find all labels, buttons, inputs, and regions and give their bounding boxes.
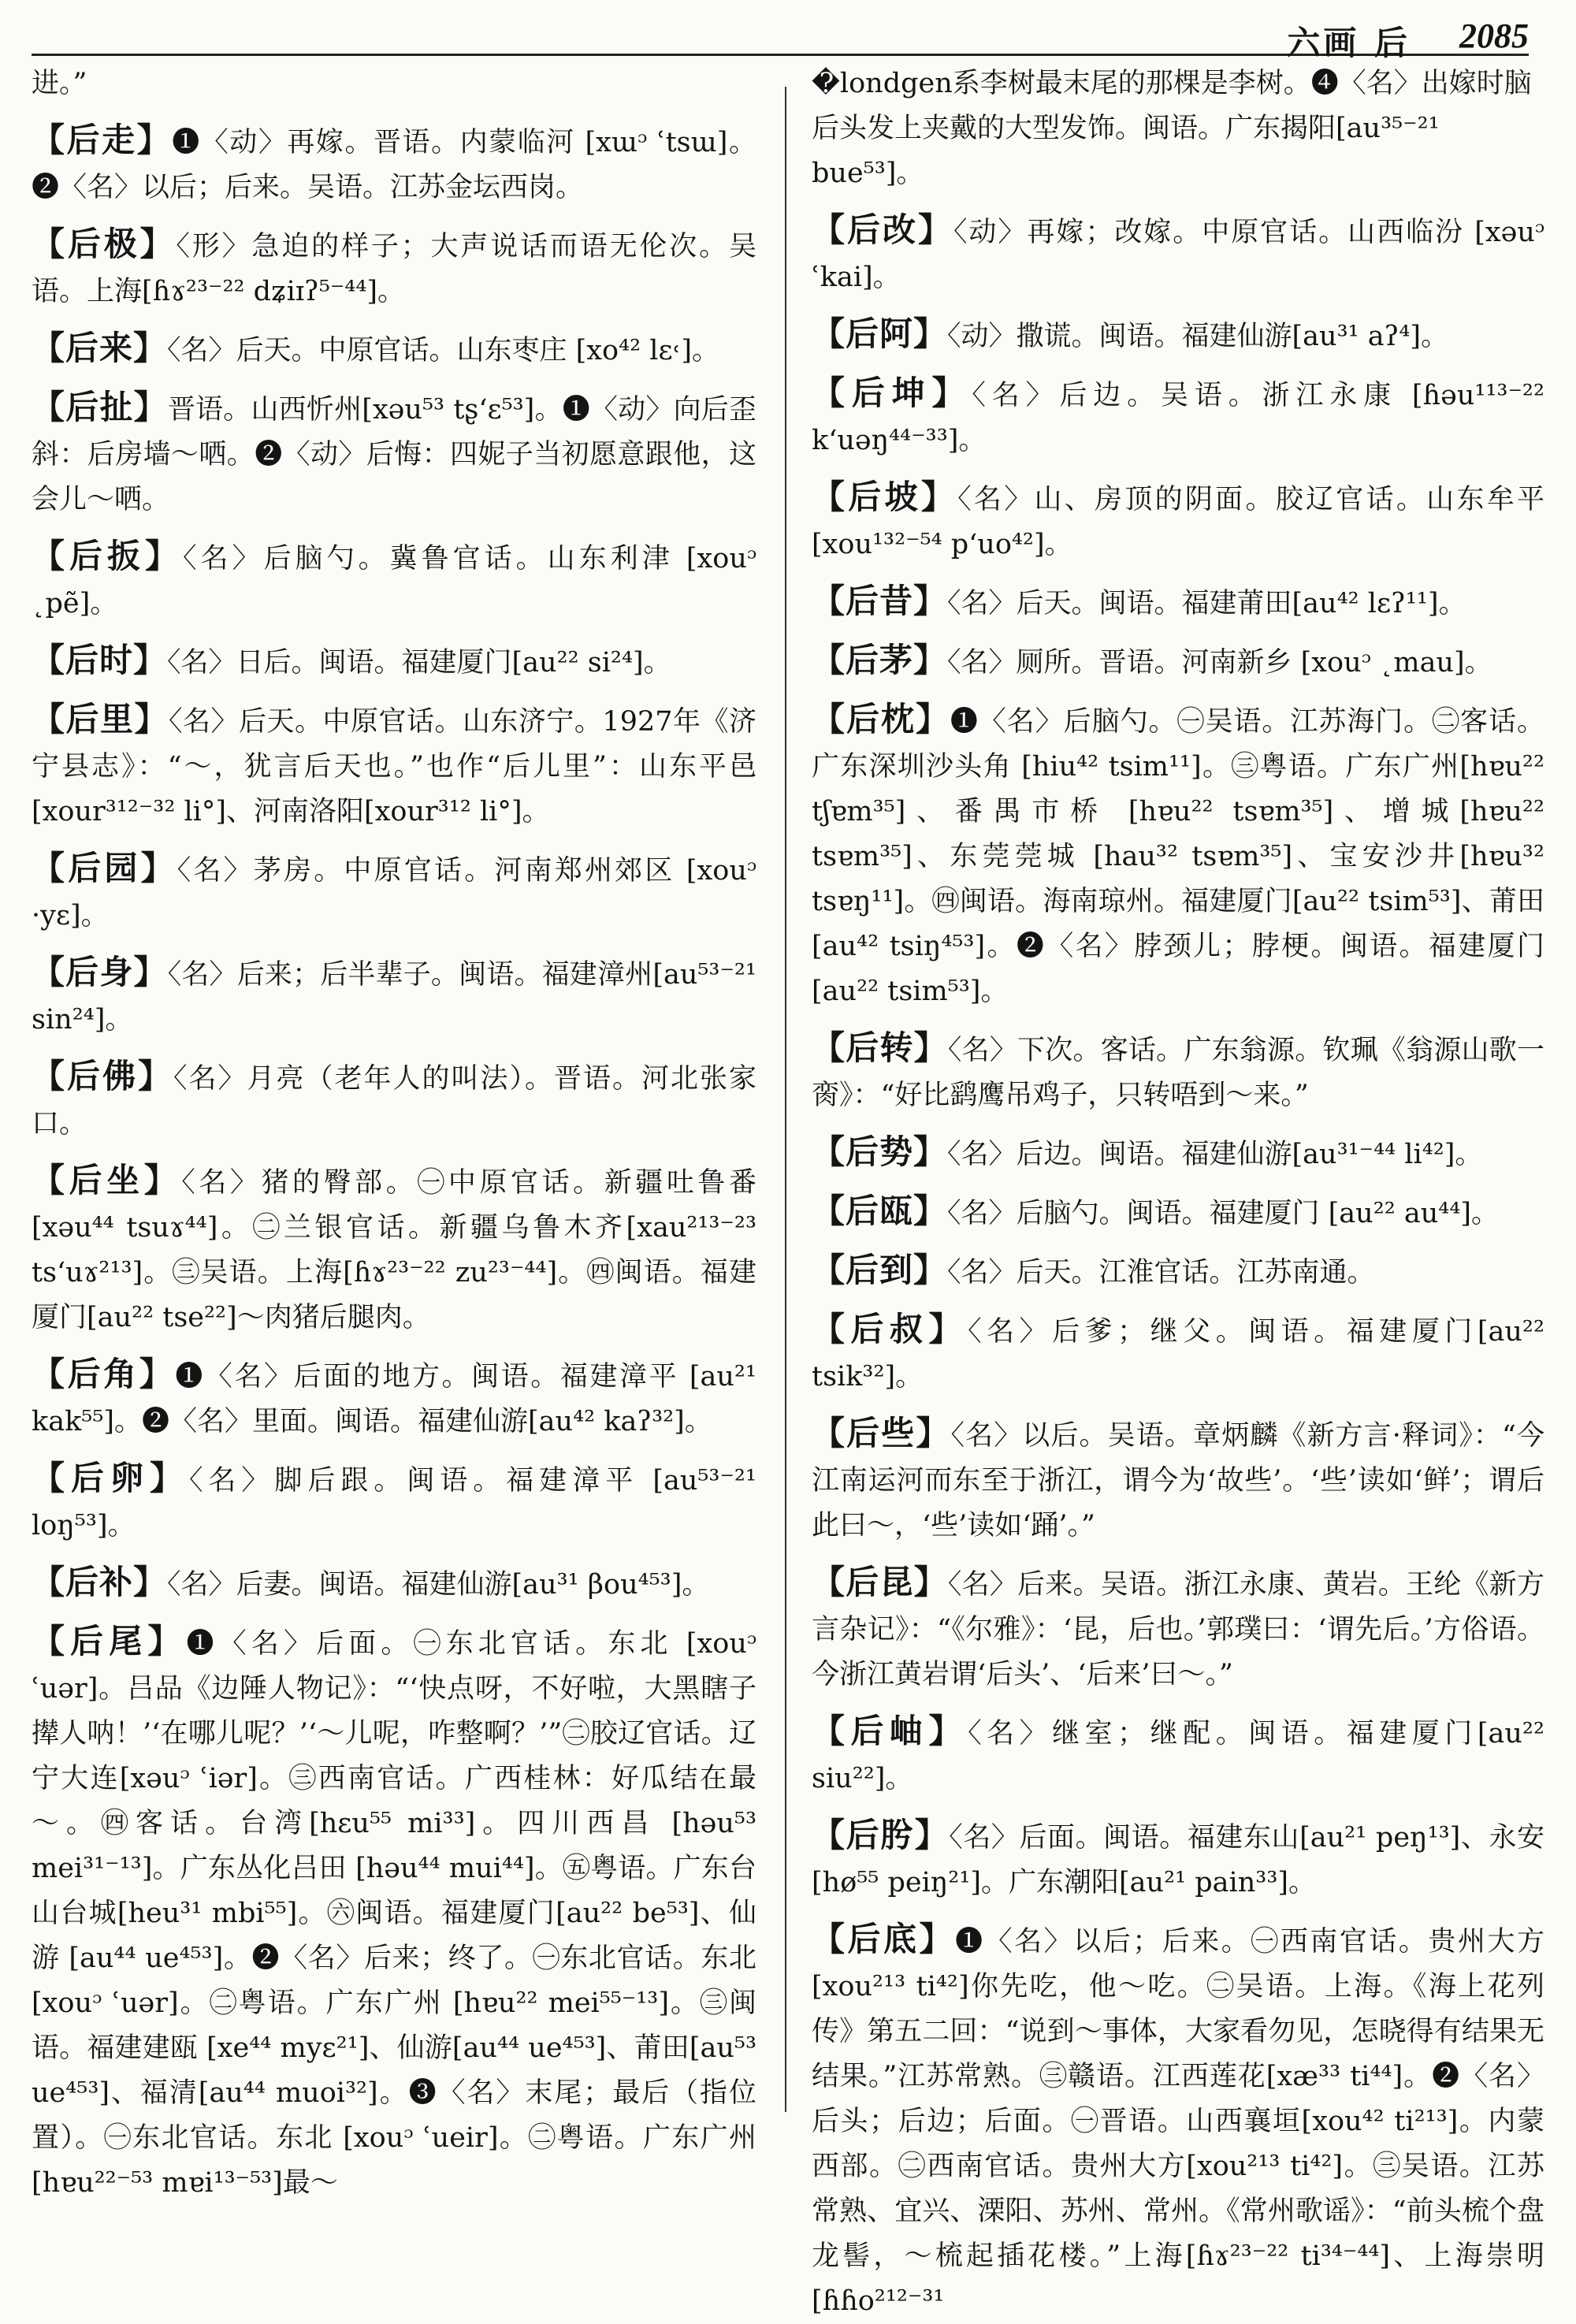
entry-definition: 〈名〉月亮（老年人的叫法）。晋语。河北张家口。 [32,1063,756,1140]
entry-headword: 【后改】 [812,210,953,249]
entry-headword: 【后里】 [32,700,169,738]
entry-definition: 〈动〉撒谎。闽语。福建仙游[au³¹ aʔ⁴]。 [947,321,1449,352]
entry-definition: 〈名〉后面。闽语。福建东山[au²¹ peŋ¹³]、永安 [hø⁵⁵ peiŋ²¹]。广东潮阳[au²¹ pain³³]。 [812,1822,1544,1898]
entry-definition: 〈名〉日后。闽语。福建厦门[au²² si²⁴]。 [167,647,671,679]
entry-definition: ❶〈动〉再嫁。晋语。内蒙临河 [xɯᵓ ʿtsɯ]。❷〈名〉以后；后来。吴语。江苏金坛西岗。 [32,127,756,203]
section-title: 六画 后 [1287,24,1411,62]
entry-headword: 【后补】 [32,1563,168,1601]
entry-definition: 〈名〉后来；后半辈子。闽语。福建漳州[au⁵³⁻²¹ sin²⁴]。 [32,959,756,1036]
dictionary-entry [812,1560,1544,1697]
dictionary-entry [812,1709,1544,1802]
right-entries [812,207,1544,2324]
entry-headword: 【后昆】 [812,1563,948,1601]
entry-definition: 晋语。山西忻州[xəu⁵³ tʂʻɛ⁵³]。❶〈动〉向后歪斜：后房墙～哂。❷〈动〉后悔：四妮子当初愿意跟他，这会儿～哂。 [32,394,756,515]
dictionary-entry [32,697,756,835]
left-entries [32,117,756,2206]
dictionary-entry [32,325,756,374]
entry-headword: 【后走】 [32,121,173,159]
entry-definition: ❶〈名〉以后；后来。㊀西南官话。贵州大方[xou²¹³ ti⁴²]你先吃，他～吃。㊁吴语。上海。《海上花列传》第五二回：“说到～事体，大家看勿见，怎晓得有结果无结果。”江苏常熟。㊂赣语。江西莲花[xæ³³ ti⁴⁴]。❷〈名〉后头；后边；后面。㊀晋语。山西襄垣[xou⁴² ti²¹³]。内蒙西部。㊁西南官话。贵州大方[xou²¹³ ti⁴²]。㊂吴语。江苏常熟、宜兴、溧阳、苏州、常州。《常州歌谣》：“前头梳个盘龙髻，～梳起插花楼。”上海[ɦɤ²³⁻²² ti³⁴⁻⁴⁴]、上海崇明 [ɦɦo²¹²⁻³¹ [812,1926,1544,2317]
dictionary-entry [812,1813,1544,1906]
dictionary-entry [32,385,756,522]
dictionary-entry [32,117,756,210]
entry-headword: 【后到】 [812,1251,948,1289]
entry-definition: 〈名〉后天。闽语。福建莆田[au⁴² lɛʔ¹¹]。 [947,588,1466,619]
dictionary-entry [812,1188,1544,1236]
entry-headword: 【后枕】 [812,700,950,738]
entry-headword: 【后坡】 [812,478,958,516]
entry-definition: 〈名〉后边。闽语。福建仙游[au³¹⁻⁴⁴ li⁴²]。 [947,1139,1483,1170]
entry-headword: 【后些】 [812,1414,951,1452]
entry-definition: 〈名〉下次。客话。广东翁源。钦珮《翁源山歌一脔》：“好比鹞鹰吊鸡子，只转唔到～来。” [812,1035,1544,1111]
entry-headword: 【后扳】 [32,537,184,575]
entry-definition: 〈名〉后脑勺。闽语。福建厦门 [au²² au⁴⁴]。 [947,1198,1500,1229]
entry-headword: 【后园】 [32,849,177,887]
entry-definition: 〈名〉后来。吴语。浙江永康、黄岩。王纶《新方言杂记》：“《尔雅》：‘昆，后也。’郭璞曰：‘谓先后。’方俗语。今浙江黄岩谓‘后头’、‘后来’曰～。” [812,1569,1544,1690]
dictionary-entry [32,221,756,314]
entry-definition: ❶〈名〉后面。㊀东北官话。东北 [xouᵓ ʿuər]。吕品《边陲人物记》：“‘快点呀，不好啦，大黑瞎子撵人呐！’‘在哪儿呢？’‘～儿呢，咋整啊？’”㊁胶辽官话。辽宁大连[xəuᵓ ʿiər]。㊂西南官话。广西桂林：好瓜结在最～。㊃客话。台湾[hɛu⁵⁵ mi³³]。四川西昌 [həu⁵³ mei³¹⁻¹³]。广东丛化吕田 [həu⁴⁴ mui⁴⁴]。㊄粤语。广东台山台城[heu³¹ mbi⁵⁵]。㊅闽语。福建厦门[au²² be⁵³]、仙游 [au⁴⁴ ue⁴⁵³]。❷〈名〉后来；终了。㊀东北官话。东北[xouᵓ ʿuər]。㊁粤语。广东广州 [hɐu²² mei⁵⁵⁻¹³]。㊂闽语。福建建瓯 [xe⁴⁴ myɛ²¹]、仙游[au⁴⁴ ue⁴⁵³]、莆田[au⁵³ ue⁴⁵³]、福清[au⁴⁴ muoi³²]。❸〈名〉末尾；最后（指位置）。㊀东北官话。东北 [xouᵓ ʿueir]。㊁粤语。广东广州[hɐu²²⁻⁵³ mɐi¹³⁻⁵³]最～ [32,1628,756,2199]
page-header [32,8,1529,62]
entry-definition: 〈名〉后天。江淮官话。江苏南通。 [947,1257,1375,1288]
entry-headword: 【后岫】 [812,1712,968,1750]
dictionary-entry [32,1456,756,1549]
dictionary-entry [812,1307,1544,1400]
entry-headword: 【后卵】 [32,1459,189,1497]
entry-headword: 【后转】 [812,1028,948,1067]
entry-definition: 〈名〉后边。吴语。浙江永康 [ɦəu¹¹³⁻²² kʻuəŋ⁴⁴⁻³³]。 [812,380,1544,456]
dictionary-entry [32,1560,756,1608]
entry-headword: 【后叔】 [812,1310,968,1348]
entry-headword: 【后极】 [32,225,177,263]
dictionary-entry [32,1054,756,1147]
entry-headword: 【后坤】 [812,374,972,412]
dictionary-entry [32,534,756,627]
entry-headword: 【后坐】 [32,1161,182,1199]
entry-headword: 【后底】 [812,1920,956,1958]
dictionary-entry [812,1248,1544,1296]
right-column [812,61,1544,2317]
dictionary-entry [812,207,1544,300]
entry-headword: 【后来】 [32,329,168,367]
entry-headword: 【后角】 [32,1355,176,1393]
dictionary-entry [812,1411,1544,1549]
dictionary-entry [812,578,1544,627]
entry-headword: 【后佛】 [32,1057,173,1095]
entry-definition: ❶〈名〉后面的地方。闽语。福建漳平 [au²¹ kak⁵⁵]。❷〈名〉里面。闽语。福建仙游[au⁴² kaʔ³²]。 [32,1361,756,1437]
entry-definition: 〈名〉后爹；继父。闽语。福建厦门[au²² tsik³²]。 [812,1316,1544,1393]
page-number: 2085 [1459,17,1529,55]
entry-definition: 〈名〉脚后跟。闽语。福建漳平 [au⁵³⁻²¹ loŋ⁵³]。 [32,1465,756,1541]
dictionary-entry [32,1158,756,1340]
entry-definition: 〈名〉后脑勺。冀鲁官话。山东利津 [xouᵓ ˛pẽ]。 [32,543,756,619]
right-continuation: �londgen系李树最末尾的那棵是李树。❹〈名〉出嫁时脑后头发上夹戴的大型发饰。闽语。广东揭阳[au³⁵⁻²¹ bue⁵³]。 [812,68,1532,189]
dictionary-entry [812,311,1544,359]
entry-definition: 〈动〉再嫁；改嫁。中原官话。山西临汾 [xəuᵓ ʿkai]。 [812,217,1544,293]
column-divider [785,87,786,2112]
left-continuation: 进。” [32,68,87,99]
entry-headword: 【后时】 [32,641,168,679]
dictionary-entry [812,370,1544,463]
entry-definition: 〈名〉后妻。闽语。福建仙游[au³¹ βou⁴⁵³]。 [167,1569,710,1601]
dictionary-entry [812,474,1544,567]
entry-definition: 〈名〉以后。吴语。章炳麟《新方言·释词》：“今江南运河而东至于浙江，谓今为‘故些’。‘些’读如‘鲜’；谓后此曰～，‘些’读如‘踊’。” [812,1420,1544,1541]
dictionary-entry [812,1917,1544,2324]
dictionary-entry [32,1619,756,2206]
dictionary-entry [32,1352,756,1445]
dictionary-entry [32,638,756,686]
entry-headword: 【后尾】 [32,1622,187,1660]
entry-definition: 〈名〉后天。中原官话。山东济宁。1927年《济宁县志》：“～，犹言后天也。”也作“后儿里”：山东平邑[xour³¹²⁻³² li°]、河南洛阳[xour³¹² li°]。 [32,706,756,827]
entry-definition: 〈名〉山、房顶的阴面。胶辽官话。山东牟平[xou¹³²⁻⁵⁴ pʻuo⁴²]。 [812,484,1544,560]
left-column [32,61,756,2199]
entry-headword: 【后茅】 [812,641,948,679]
dictionary-entry [32,846,756,939]
entry-headword: 【后势】 [812,1132,948,1171]
entry-headword: 【后身】 [32,953,168,991]
entry-headword: 【后扯】 [32,388,168,426]
entry-headword: 【后昔】 [812,582,948,620]
entry-definition: 〈名〉后天。中原官话。山东枣庄 [xo⁴² lɛ˓]。 [167,335,720,366]
dictionary-entry [812,1025,1544,1118]
entry-definition: 〈形〉急迫的样子；大声说话而语无伦次。吴语。上海[ɦɤ²³⁻²² dʑiɪʔ⁵⁻⁴⁴]。 [32,231,756,307]
entry-headword: 【后阿】 [812,314,948,353]
entry-headword: 【后肹】 [812,1816,950,1854]
dictionary-entry [32,950,756,1043]
dictionary-entry [812,697,1544,1014]
entry-definition: 〈名〉猪的臀部。㊀中原官话。新疆吐鲁番[xəu⁴⁴ tsuɤ⁴⁴]。㊁兰银官话。新疆乌鲁木齐[xau²¹³⁻²³ tsʻuɤ²¹³]。㊂吴语。上海[ɦɤ²³⁻²² zu²³⁻⁴⁴]。㊃闽语。福建厦门[au²² tse²²]～肉猪后腿肉。 [32,1167,756,1333]
dictionary-entry [812,1129,1544,1177]
entry-definition: 〈名〉厕所。晋语。河南新乡 [xouᵓ ˛mau]。 [947,647,1492,679]
entry-definition: 〈名〉茅房。中原官话。河南郑州郊区 [xouᵓ ·yɛ]。 [32,855,756,931]
entry-definition: ❶〈名〉后脑勺。㊀吴语。江苏海门。㊁客话。广东深圳沙头角 [hiu⁴² tsim¹¹]。㊂粤语。广东广州[hɐu²² tʃɐm³⁵]、番禺市桥 [hɐu²² tsɐm³⁵]、增城[hɐu²² tsɐm³⁵]、东莞莞城 [hau³² tsɐm³⁵]、宝安沙井[hɐu³² tsɐŋ¹¹]。㊃闽语。海南琼州。福建厦门[au²² tsim⁵³]、莆田[au⁴² tsiŋ⁴⁵³]。❷〈名〉脖颈儿；脖梗。闽语。福建厦门[au²² tsim⁵³]。 [812,706,1544,1007]
dictionary-entry [812,638,1544,686]
entry-definition: 〈名〉继室；继配。闽语。福建厦门[au²² siu²²]。 [812,1718,1544,1794]
entry-headword: 【后瓯】 [812,1192,948,1230]
